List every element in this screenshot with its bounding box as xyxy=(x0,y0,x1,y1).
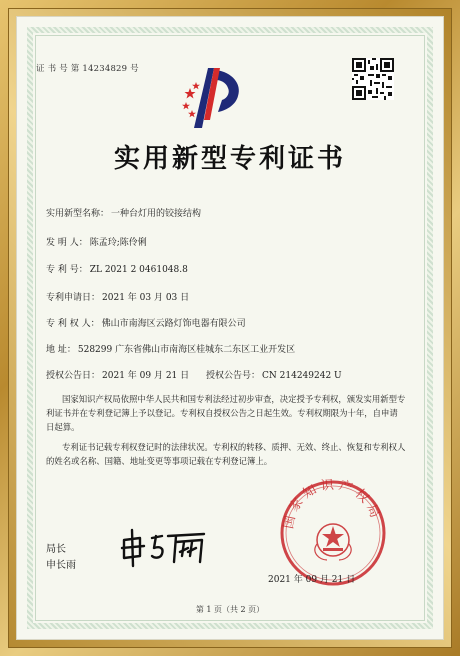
field-value: 2021 年 03 月 03 日 xyxy=(102,293,190,303)
field-grant-date xyxy=(46,368,342,381)
field-application-date xyxy=(46,290,189,303)
field-label: 实用新型名称： xyxy=(46,209,110,219)
qr-code-icon xyxy=(352,58,394,100)
field-address xyxy=(46,342,295,355)
field-label: 专 利 权 人： xyxy=(46,319,100,329)
seal-text: 国家知识产权局 xyxy=(281,478,384,531)
paragraph-grant-statement: 国家知识产权局依照中华人民共和国专利法经过初步审查，决定授予专利权，颁发实用新型专利证书并在专利登记簿上予以登记。专利权自授权公告之日起生效。专利权期限为十年，自申请日起算。 xyxy=(46,394,406,432)
page-number: 第 1 页（共 2 页） xyxy=(195,605,265,614)
field-value: 佛山市南海区云路灯饰电器有限公司 xyxy=(101,319,246,329)
field-value: 528299 广东省佛山市南海区桂城东二东区工业开发区 xyxy=(77,345,296,355)
field-patentee xyxy=(46,316,246,329)
field-value: CN 214249242 U xyxy=(262,371,342,381)
field-inventors xyxy=(46,235,147,248)
handwritten-signature-icon xyxy=(118,526,214,568)
field-value: ZL 2021 2 0461048.8 xyxy=(89,265,188,275)
certificate-title: 实用新型专利证书 xyxy=(113,144,346,174)
paragraph-legal-status: 专利证书记载专利权登记时的法律状况。专利权的转移、质押、无效、终止、恢复和专利权人的姓名或名称、国籍、地址变更等事项记载在专利登记簿上。 xyxy=(46,442,406,466)
field-value: 陈孟玲;陈伶俐 xyxy=(89,238,147,248)
field-value: 2021 年 09 月 21 日 xyxy=(102,371,190,381)
field-label: 专利申请日： xyxy=(46,293,101,303)
cnipa-logo-icon xyxy=(180,60,250,132)
field-label: 发 明 人： xyxy=(46,238,88,248)
signer-name: 申长雨 xyxy=(46,560,76,571)
field-value: 一种台灯用的铰接结构 xyxy=(111,209,202,219)
svg-text:国家知识产权局 xyxy=(281,478,383,530)
field-label: 专 利 号： xyxy=(46,265,88,275)
field-utility-model-name xyxy=(46,206,201,219)
signer-title: 局长 xyxy=(46,544,66,555)
field-label: 授权公告号： xyxy=(206,371,261,381)
certificate-number: 证 书 号 第 14234829 号 xyxy=(36,64,139,74)
seal-date: 2021 年 09 月 21 日 xyxy=(268,575,356,585)
field-label: 地 址： xyxy=(46,345,76,355)
field-label: 授权公告日： xyxy=(46,371,101,381)
field-patent-number xyxy=(46,262,188,275)
